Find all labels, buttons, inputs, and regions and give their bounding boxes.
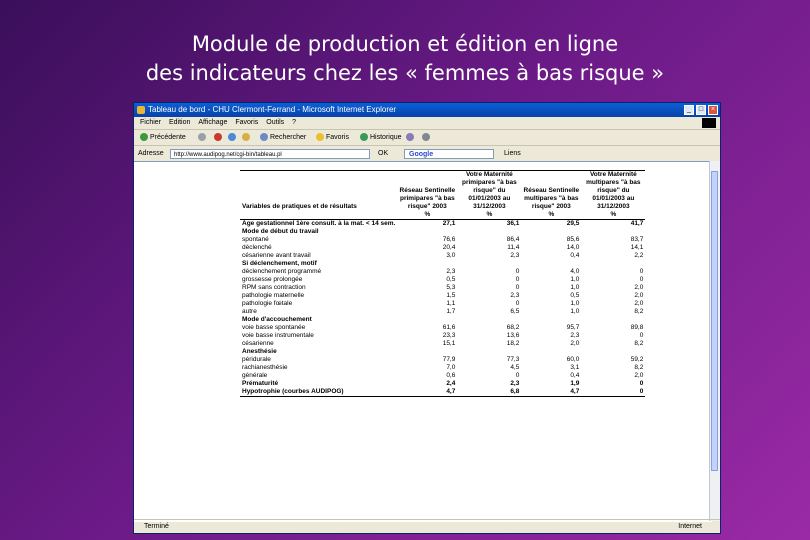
table-cell: 89,8 [630, 324, 644, 331]
table-cell: 27,1 [442, 220, 456, 227]
history-label: Historique [370, 134, 402, 141]
indicators-table [240, 170, 645, 397]
table-cell [457, 316, 521, 324]
variable-header: Variables de pratiques et de résultats [240, 171, 397, 212]
table-cell [521, 348, 581, 356]
table-row [240, 260, 645, 268]
table-cell: 61,6 [442, 324, 456, 331]
section-label: Prématurité [242, 380, 279, 387]
table-cell: 4,0 [570, 268, 580, 275]
table-cell: 6,8 [457, 388, 521, 397]
table-row [240, 356, 645, 364]
slide-title-line-2: des indicateurs chez les « femmes à bas risque » [145, 61, 665, 85]
section-label: Si déclenchement, motif [242, 260, 317, 267]
table-cell: 0,4 [570, 252, 580, 259]
history-button[interactable] [360, 133, 402, 143]
table-cell: 3,1 [570, 364, 580, 371]
table-cell: 18,2 [506, 340, 520, 347]
table-cell: 2,0 [634, 292, 644, 299]
item-label: RPM sans contraction [242, 284, 306, 291]
item-label: voie basse instrumentale [242, 332, 314, 339]
zone-text: Internet [678, 523, 702, 530]
menu-edition[interactable]: Edition [168, 119, 191, 126]
history-icon [360, 133, 368, 141]
table-cell: 1,0 [570, 308, 580, 315]
table-row [240, 380, 645, 388]
table-cell: 2,0 [634, 300, 644, 307]
table-cell: 77,3 [506, 356, 520, 363]
menu-fichier[interactable]: Fichier [140, 119, 162, 126]
section-label: Anesthésie [242, 348, 277, 355]
item-label: césarienne avant travail [242, 252, 311, 259]
table-cell: 13,6 [506, 332, 520, 339]
table-cell: 0 [515, 276, 520, 283]
print-button[interactable] [422, 133, 432, 143]
table-cell [521, 260, 581, 268]
table-cell [581, 316, 645, 324]
unit-label: % [581, 211, 645, 220]
table-cell: 1,7 [446, 308, 456, 315]
unit-spacer [240, 211, 397, 220]
table-cell: 2,2 [634, 252, 644, 259]
table-cell: 0 [515, 300, 520, 307]
table-cell: 0,4 [570, 372, 580, 379]
unit-label: % [397, 211, 457, 220]
table-cell: 1,5 [446, 292, 456, 299]
table-cell [581, 260, 645, 268]
window-titlebar [134, 103, 720, 117]
table-cell: 8,2 [634, 308, 644, 315]
column-header: Réseau Sentinelle multipares "à bas risque" 2003 [521, 171, 581, 212]
table-row [240, 284, 645, 292]
unit-label: % [457, 211, 521, 220]
ie-icon [137, 106, 145, 114]
table-cell: 85,6 [566, 236, 580, 243]
table-cell: 0 [639, 268, 644, 275]
search-label: Rechercher [270, 134, 307, 141]
table-cell: 0,5 [446, 276, 456, 283]
section-label: Mode de début du travail [242, 228, 319, 235]
table-cell: 1,9 [570, 380, 580, 387]
table-cell: 60,0 [566, 356, 580, 363]
column-header: Votre Maternité multipares "à bas risque" du 01/01/2003 au 31/12/2003 [581, 171, 645, 212]
table-cell [521, 316, 581, 324]
table-cell: 7,0 [446, 364, 456, 371]
table-cell: 0 [639, 380, 644, 387]
google-logo: Google [409, 151, 434, 158]
table-cell: 1,0 [570, 300, 580, 307]
table-row [240, 372, 645, 380]
table-cell: 0 [639, 332, 644, 339]
stop-button[interactable] [214, 133, 224, 143]
table-cell: 0,5 [570, 292, 580, 299]
table-row [240, 316, 645, 324]
menu-favoris[interactable]: Favoris [235, 119, 259, 126]
table-cell: 95,7 [566, 324, 580, 331]
item-label: déclenché [242, 244, 272, 251]
table-cell: 4,7 [397, 388, 457, 397]
go-button[interactable]: OK [378, 150, 389, 157]
item-label: générale [242, 372, 268, 379]
table-cell: 2,0 [634, 372, 644, 379]
stop-icon [214, 133, 222, 141]
windows-logo-icon [702, 118, 716, 128]
browser-window [133, 102, 721, 534]
table-cell: 83,7 [630, 236, 644, 243]
minimize-icon[interactable]: _ [684, 105, 694, 115]
scrollbar-thumb[interactable] [711, 171, 718, 471]
table-cell: 86,4 [506, 236, 520, 243]
table-cell: 20,4 [442, 244, 456, 251]
section-label: Hypotrophie (courbes AUDIPOG) [240, 388, 397, 397]
address-label: Adresse [138, 150, 164, 157]
status-text: Terminé [144, 523, 169, 530]
table-row [240, 276, 645, 284]
table-cell [397, 228, 457, 236]
vertical-scrollbar[interactable] [709, 161, 720, 521]
table-cell: 2,0 [570, 340, 580, 347]
address-bar [134, 145, 720, 162]
menu-bar [134, 117, 720, 129]
table-cell: 59,2 [630, 356, 644, 363]
refresh-icon [228, 133, 236, 141]
table-cell: 0 [581, 388, 645, 397]
item-label: spontané [242, 236, 269, 243]
table-row [240, 220, 645, 229]
table-cell: 8,2 [634, 364, 644, 371]
table-cell: 2,3 [510, 252, 520, 259]
table-row [240, 268, 645, 276]
table-cell [397, 316, 457, 324]
google-search-box[interactable] [404, 149, 494, 159]
table-cell: 68,2 [506, 324, 520, 331]
column-header: Réseau Sentinelle primipares "à bas risque" 2003 [397, 171, 457, 212]
table-cell [397, 260, 457, 268]
item-label: pathologie maternelle [242, 292, 305, 299]
item-label: déclenchement programmé [242, 268, 322, 275]
table-cell: 1,1 [446, 300, 456, 307]
table-row [240, 244, 645, 252]
section-label: Mode d'accouchement [242, 316, 312, 323]
toolbar [134, 129, 720, 146]
table-cell: 14,1 [630, 244, 644, 251]
table-row [240, 348, 645, 356]
star-icon [316, 133, 324, 141]
window-title: Tableau de bord - CHU Clermont-Ferrand - Microsoft Internet Explorer [148, 105, 397, 114]
table-row [240, 332, 645, 340]
home-icon [242, 133, 250, 141]
table-row [240, 308, 645, 316]
table-cell: 0 [639, 276, 644, 283]
print-icon [422, 133, 430, 141]
table-cell: 76,6 [442, 236, 456, 243]
table-row [240, 252, 645, 260]
slide-title-line-1: Module de production et édition en ligne [191, 32, 619, 56]
table-row [240, 292, 645, 300]
table-cell: 14,0 [566, 244, 580, 251]
item-label: grossesse prolongée [242, 276, 303, 283]
table-cell: 2,3 [570, 332, 580, 339]
mail-icon [406, 133, 414, 141]
table-row [240, 340, 645, 348]
table-cell: 4,5 [510, 364, 520, 371]
item-label: césarienne [242, 340, 274, 347]
table-cell: 2,0 [634, 284, 644, 291]
table-cell: 2,3 [510, 380, 520, 387]
table-row [240, 324, 645, 332]
links-label[interactable]: Liens [504, 150, 521, 157]
favorites-label: Favoris [326, 134, 349, 141]
table-cell: 2,3 [446, 268, 456, 275]
menu-help[interactable]: ? [292, 119, 297, 126]
item-label: pathologie fœtale [242, 300, 293, 307]
back-label: Précédente [150, 134, 186, 141]
table-cell: 0 [515, 372, 520, 379]
table-row [240, 228, 645, 236]
table-cell: 23,3 [442, 332, 456, 339]
table-cell: 0 [515, 284, 520, 291]
table-cell: 36,1 [506, 220, 520, 227]
back-arrow-icon [140, 133, 148, 141]
unit-label: % [521, 211, 581, 220]
table-cell [397, 348, 457, 356]
table-cell [581, 348, 645, 356]
slide-title [0, 30, 810, 88]
home-button[interactable] [242, 133, 252, 143]
table-cell: 29,5 [566, 220, 580, 227]
table-cell [457, 348, 521, 356]
table-cell: 0,6 [446, 372, 456, 379]
column-header: Votre Maternité primipares "à bas risque" du 01/01/2003 au 31/12/2003 [457, 171, 521, 212]
forward-button[interactable] [198, 133, 208, 143]
table-cell: 1,0 [570, 276, 580, 283]
table-cell [457, 260, 521, 268]
search-icon [260, 133, 268, 141]
item-label: autre [242, 308, 257, 315]
table-cell [521, 228, 581, 236]
table-row [240, 364, 645, 372]
table-cell: 11,4 [507, 244, 520, 251]
table-cell: 5,3 [446, 284, 456, 291]
table-cell: 1,0 [570, 284, 580, 291]
close-icon[interactable]: × [708, 105, 718, 115]
maximize-icon[interactable]: □ [696, 105, 706, 115]
table-row [240, 388, 645, 397]
favorites-button[interactable] [316, 133, 349, 143]
refresh-button[interactable] [228, 133, 238, 143]
table-cell: 4,7 [521, 388, 581, 397]
back-button[interactable] [140, 133, 186, 143]
table-row [240, 300, 645, 308]
section-label: Age gestationnel 1ère consult. à la mat. < 14 sem. [242, 220, 396, 227]
table-cell: 6,5 [510, 308, 520, 315]
table-cell [581, 228, 645, 236]
table-cell: 15,1 [442, 340, 456, 347]
menu-outils[interactable]: Outils [266, 119, 285, 126]
table-row [240, 236, 645, 244]
forward-arrow-icon [198, 133, 206, 141]
status-bar [134, 519, 720, 533]
table-cell: 0 [515, 268, 520, 275]
table-cell [457, 228, 521, 236]
item-label: voie basse spontanée [242, 324, 306, 331]
table-cell: 2,4 [446, 380, 456, 387]
menu-affichage[interactable]: Affichage [198, 119, 228, 126]
item-label: péridurale [242, 356, 271, 363]
mail-button[interactable] [406, 133, 416, 143]
table-cell: 41,7 [630, 220, 644, 227]
table-cell: 77,9 [442, 356, 456, 363]
address-input[interactable]: http://www.audipog.net/cgi-bin/tableau.pl [170, 149, 370, 159]
table-cell: 8,2 [634, 340, 644, 347]
table-cell: 2,3 [510, 292, 520, 299]
search-button[interactable] [260, 133, 306, 143]
table-cell: 3,0 [446, 252, 456, 259]
page-content [134, 161, 712, 522]
item-label: rachianesthésie [242, 364, 288, 371]
